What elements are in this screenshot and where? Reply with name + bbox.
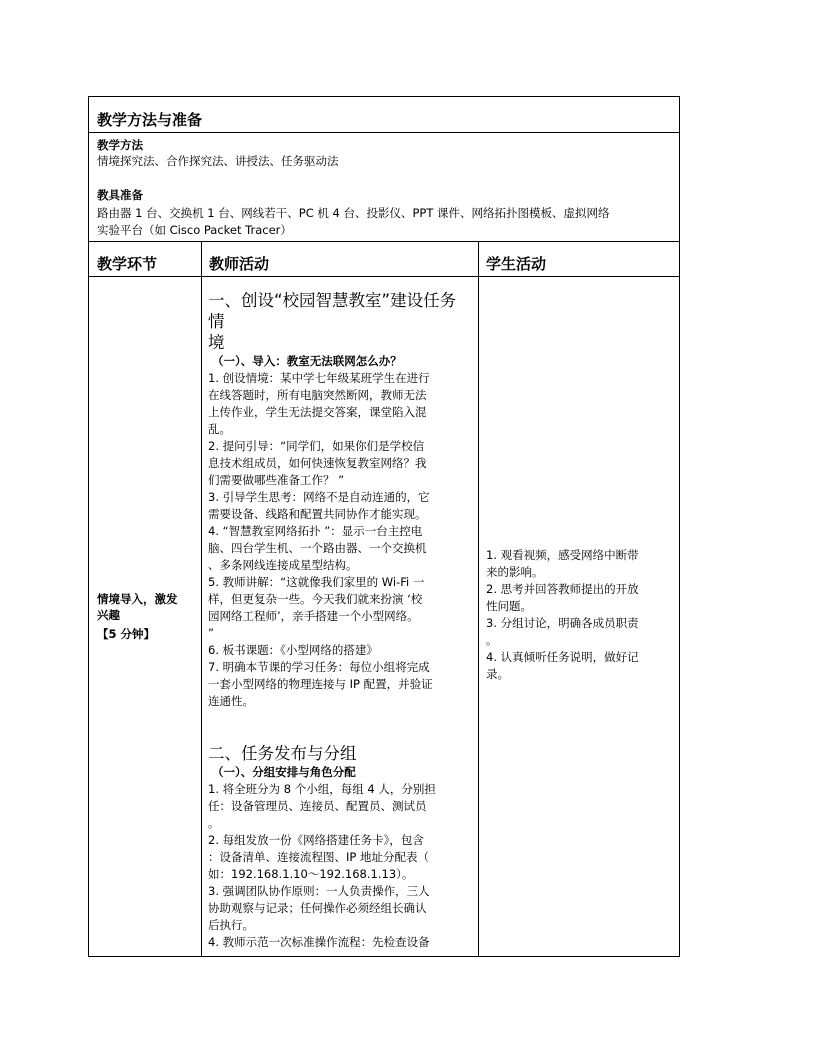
rule-below-title (89, 132, 679, 133)
column-divider-1 (201, 241, 202, 956)
student-line: 录。 (486, 667, 509, 681)
student-line: 1. 观看视频，感受网络中断带 (486, 548, 639, 562)
part1-line: 6. 板书课题：《小型网络的搭建》 (208, 643, 378, 657)
part2-line: 任：设备管理员、连接员、配置员、测试员 (208, 799, 427, 813)
part2-title: 二、任务发布与分组 (208, 744, 357, 763)
part1-title-line2: 境 (208, 333, 225, 352)
part1-line: 在线答题时，所有电脑突然断网，教师无法 (208, 388, 427, 402)
tools-text-line2: 实验平台（如 Cisco Packet Tracer） (97, 223, 292, 237)
part2-lines (208, 781, 470, 951)
header-teacher: 教师活动 (209, 255, 270, 273)
tools-text-line1: 路由器 1 台、交换机 1 台、网线若干、PC 机 4 台、投影仪、PPT 课件、网络拓扑图模板、虚拟网络 (97, 206, 610, 220)
part1-line: 2. 提问引导：“同学们，如果你们是学校信 (208, 439, 425, 453)
part1-line: 需要设备、线路和配置共同协作才能实现。 (208, 507, 427, 521)
part1-line: 一套小型网络的物理连接与 IP 配置，并验证 (208, 677, 433, 691)
part2-subtitle: （一）、分组安排与角色分配 (212, 765, 356, 779)
part2-line: 3. 强调团队协作原则：一人负责操作，三人 (208, 884, 430, 898)
part1-line: ” (208, 626, 214, 640)
part1-line: 3. 引导学生思考：网络不是自动连通的，它 (208, 490, 430, 504)
part1-line: 们需要做哪些准备工作？ ” (208, 473, 345, 487)
part2-line: ：设备清单、连接流程图、IP 地址分配表（ (208, 850, 429, 864)
part1-line: 连通性。 (208, 694, 254, 708)
stage-name-line1: 情境导入，激发 (97, 592, 178, 606)
part1-subtitle: （一）、导入：教室无法联网怎么办？ (212, 354, 402, 368)
part1-line: 上传作业，学生无法提交答案，课堂陷入混 (208, 405, 427, 419)
rule-below-prep (89, 241, 679, 242)
part1-line: 乱。 (208, 422, 231, 436)
part1-line: 脑、四台学生机、一个路由器、一个交换机 (208, 541, 427, 555)
student-line: 来的影响。 (486, 565, 544, 579)
part1-line: 样，但更复杂一些。今天我们就来扮演 ‘校 (208, 592, 423, 606)
methods-text: 情境探究法、合作探究法、讲授法、任务驱动法 (97, 154, 339, 168)
part2-line: 如：192.168.1.10～192.168.1.13）。 (208, 867, 414, 881)
teacher-activity-part2 (208, 743, 470, 951)
part1-line: 园网络工程师’，亲手搭建一个小型网络。 (208, 609, 419, 623)
part1-line: 1. 创设情境：某中学七年级某班学生在进行 (208, 371, 430, 385)
part1-line: 5. 教师讲解：“这就像我们家里的 Wi-Fi 一 (208, 575, 425, 589)
tools-label: 教具准备 (97, 188, 143, 202)
part1-line: 7. 明确本节课的学习任务：每位小组将完成 (208, 660, 430, 674)
part2-line: 后执行。 (208, 918, 254, 932)
part2-line: 4. 教师示范一次标准操作流程：先检查设备 (208, 935, 430, 949)
header-stage: 教学环节 (97, 255, 158, 273)
section-title: 教学方法与准备 (97, 111, 203, 129)
stage-time: 【5 分钟】 (97, 627, 156, 641)
part2-line: 2. 每组发放一份《网络搭建任务卡》，包含 (208, 833, 424, 847)
student-line: 。 (486, 633, 498, 647)
part2-line: 协助观察与记录；任何操作必须经组长确认 (208, 901, 427, 915)
student-line: 性问题。 (486, 599, 532, 613)
student-line: 3. 分组讨论，明确各成员职责 (486, 616, 639, 630)
part2-line: 。 (208, 816, 220, 830)
column-divider-2 (478, 241, 479, 956)
student-activity (486, 547, 668, 683)
part1-title-line1: 一、创设“校园智慧教室”建设任务情 (208, 291, 457, 331)
student-line: 2. 思考并回答教师提出的开放 (486, 582, 639, 596)
part1-line: 、多条网线连接成星型结构。 (208, 558, 358, 572)
part2-line: 1. 将全班分为 8 个小组，每组 4 人，分别担 (208, 782, 436, 796)
part1-line: 息技术组成员，如何快速恢复教室网络？我 (208, 456, 427, 470)
stage-name-line2: 兴趣 (97, 608, 120, 622)
rule-below-header (89, 276, 679, 277)
header-student: 学生活动 (486, 255, 547, 273)
teacher-activity-part1 (208, 290, 470, 710)
methods-label: 教学方法 (97, 138, 143, 152)
part1-line: 4. “智慧教室网络拓扑 ”：显示一台主控电 (208, 524, 423, 538)
lesson-plan-table (88, 96, 680, 957)
student-line: 4. 认真倾听任务说明，做好记 (486, 650, 639, 664)
part1-lines (208, 370, 470, 710)
stage-name (97, 591, 197, 642)
